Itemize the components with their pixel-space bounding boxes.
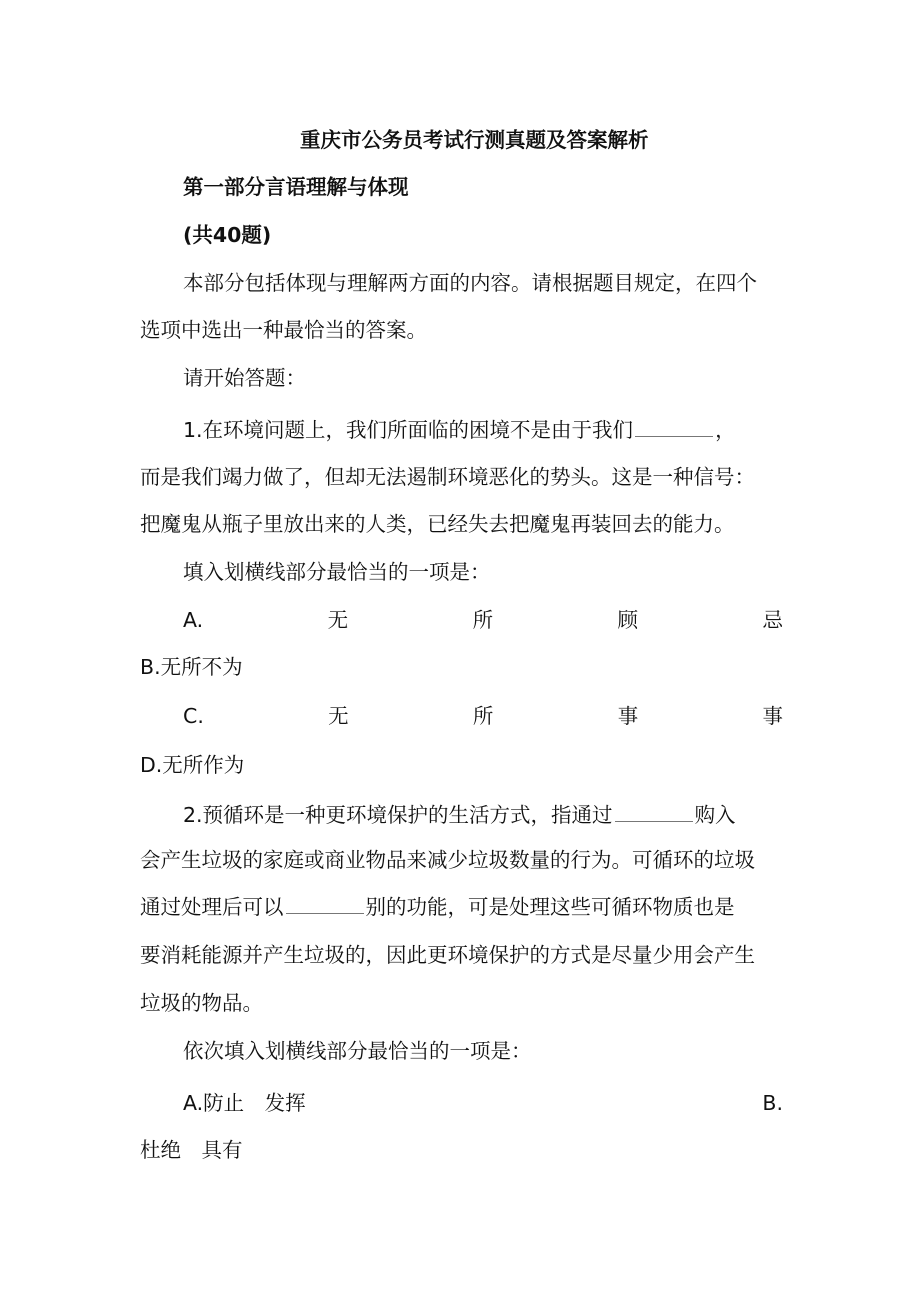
question-1-option-a — [183, 606, 783, 634]
option-char: 事 — [762, 704, 783, 728]
answer-blank — [615, 801, 693, 822]
question-count: (共40题) — [183, 223, 272, 247]
question-2-text: 垃圾的物品。 — [140, 991, 263, 1015]
question-1-option-d: D.无所作为 — [140, 753, 245, 777]
document-title: 重庆市公务员考试行测真题及答案解析 — [300, 128, 649, 152]
question-2-text — [140, 893, 783, 921]
option-char: 所 — [472, 704, 494, 728]
option-char: 忌 — [762, 608, 783, 632]
option-char: 事 — [617, 704, 639, 728]
question-2-prompt: 依次填入划横线部分最恰当的一项是： — [183, 1039, 532, 1063]
option-label: A. — [183, 608, 204, 632]
question-1-text — [183, 416, 783, 444]
option-char: 无 — [328, 704, 349, 728]
intro-text: 选项中选出一种最恰当的答案。 — [140, 318, 427, 342]
question-1-text: 把魔鬼从瓶子里放出来的人类，已经失去把魔鬼再装回去的能力。 — [140, 512, 735, 536]
start-text: 请开始答题： — [183, 366, 306, 390]
text: 别的功能，可是处理这些可循环物质也是 — [365, 895, 735, 919]
text: 通过处理后可以 — [140, 895, 284, 919]
text: 2.预循环是一种更环境保护的生活方式，指通过 — [183, 803, 613, 827]
question-1-prompt: 填入划横线部分最恰当的一项是： — [183, 560, 491, 584]
question-2-text — [183, 801, 783, 829]
question-2-text: 会产生垃圾的家庭或商业物品来减少垃圾数量的行为。可循环的垃圾 — [140, 848, 755, 872]
answer-blank — [635, 416, 713, 437]
option-char: 无 — [327, 608, 349, 632]
question-2-text: 要消耗能源并产生垃圾的，因此更环境保护的方式是尽量少用会产生 — [140, 943, 755, 967]
option-a: A.防止 发挥 — [183, 1091, 306, 1115]
question-1-text: 而是我们竭力做了，但却无法遏制环境恶化的势头。这是一种信号： — [140, 465, 755, 489]
intro-text: 本部分包括体现与理解两方面的内容。请根据题目规定，在四个 — [183, 271, 757, 295]
question-2-option-a-b — [183, 1089, 783, 1117]
option-char: 顾 — [617, 608, 639, 632]
text: 购入 — [694, 803, 736, 827]
question-1-option-b: B.无所不为 — [140, 655, 243, 679]
option-char: 所 — [472, 608, 494, 632]
question-1-option-c — [183, 702, 783, 730]
answer-blank — [286, 893, 364, 914]
text: 1.在环境问题上，我们所面临的困境不是由于我们 — [183, 418, 634, 442]
option-b-label: B. — [762, 1091, 783, 1115]
section-heading: 第一部分言语理解与体现 — [183, 175, 409, 199]
text: ， — [715, 418, 736, 442]
option-label: C. — [183, 704, 204, 728]
question-2-option-b: 杜绝 具有 — [140, 1138, 243, 1162]
